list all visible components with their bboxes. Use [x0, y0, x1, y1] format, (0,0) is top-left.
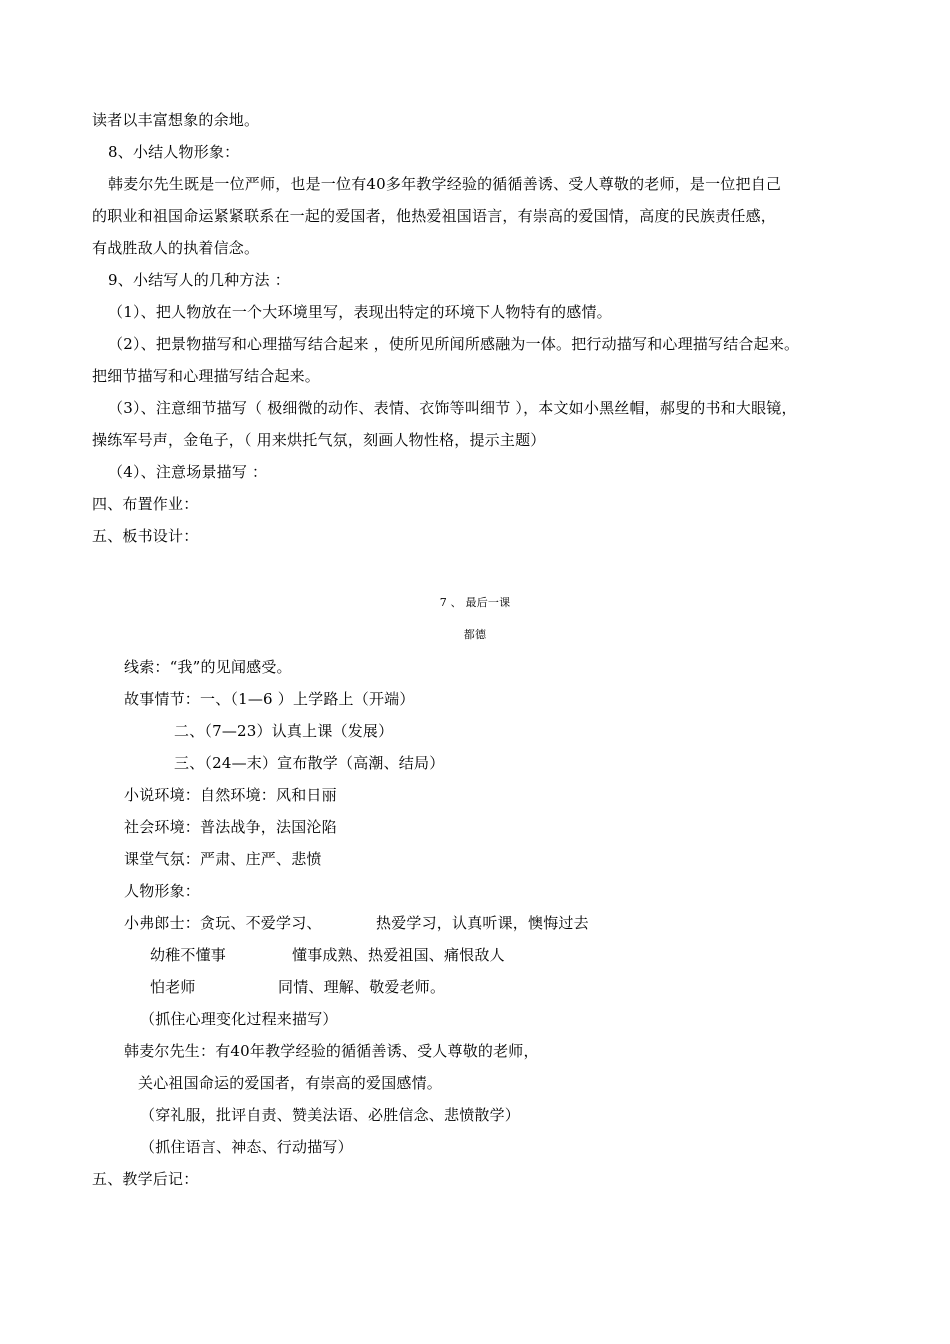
board-clue: 线索：“我”的见闻感受。: [124, 658, 292, 676]
hamel-note: （抓住语言、神态、行动描写）: [140, 1138, 353, 1156]
board-natural-environment: 小说环境：自然环境：风和日丽: [124, 786, 337, 804]
board-plot-1: 故事情节：一、（1—6 ）上学路上（开端）: [124, 690, 415, 708]
paragraph-line: 的职业和祖国命运紧紧联系在一起的爱国者，他热爱祖国语言，有崇高的爱国情，高度的民族责任感，: [92, 207, 777, 225]
board-title: 7 、 最后一课: [439, 596, 511, 609]
paragraph-line: 读者以丰富想象的余地。: [92, 111, 260, 129]
board-plot-3: 三、（24—末）宣布散学（高潮、结局）: [174, 754, 445, 772]
paragraph-line: 把细节描写和心理描写结合起来。: [92, 367, 321, 385]
method-item: （2）、把景物描写和心理描写结合起来 ，使所见所闻所感融为一体。把行动描写和心理描写结合起来。: [108, 335, 800, 353]
method-item: （4）、注意场景描写 ：: [108, 463, 268, 481]
board-social-environment: 社会环境：普法战争，法国沦陷: [124, 818, 337, 836]
method-item: （3）、注意细节描写（ 极细微的动作、表情、衣饰等叫细节 ），本文如小黑丝帽，郝叟的书和大眼镜，: [108, 399, 797, 417]
franz-before: 小弗郎士：贪玩、不爱学习、: [124, 914, 322, 932]
section-heading-board-design: 五、板书设计：: [92, 527, 199, 545]
franz-before: 幼稚不懂事: [150, 946, 227, 964]
hamel-description: 关心祖国命运的爱国者，有崇高的爱国感情。: [138, 1074, 443, 1092]
heading-summary-character: 8、小结人物形象：: [108, 143, 240, 161]
franz-note: （抓住心理变化过程来描写）: [140, 1010, 338, 1028]
method-item: （1）、把人物放在一个大环境里写，表现出特定的环境下人物特有的感情。: [108, 303, 612, 321]
board-plot-2: 二、（7—23）认真上课（发展）: [174, 722, 394, 740]
heading-writing-methods: 9、小结写人的几种方法 ：: [108, 271, 290, 289]
paragraph-line: 有战胜敌人的执着信念。: [92, 239, 260, 257]
paragraph-line: 韩麦尔先生既是一位严师，也是一位有40多年教学经验的循循善诱、受人尊敬的老师，是一位把自己: [108, 175, 782, 193]
board-characters-heading: 人物形象：: [124, 882, 201, 900]
paragraph-line: 操练军号声，金龟子，（ 用来烘托气氛，刻画人物性格，提示主题）: [92, 431, 546, 449]
franz-after: 懂事成熟、热爱祖国、痛恨敌人: [292, 946, 505, 964]
franz-after: 热爱学习，认真听课，懊悔过去: [376, 914, 589, 932]
board-classroom-atmosphere: 课堂气氛：严肃、庄严、悲愤: [124, 850, 322, 868]
section-heading-postscript: 五、教学后记：: [92, 1170, 199, 1188]
franz-after: 同情、理解、敬爱老师。: [278, 978, 446, 996]
board-author: 都德: [463, 628, 487, 641]
hamel-description: 韩麦尔先生：有40年教学经验的循循善诱、受人尊敬的老师，: [124, 1042, 539, 1060]
franz-before: 怕老师: [150, 978, 196, 996]
hamel-details: （穿礼服，批评自责、赞美法语、必胜信念、悲愤散学）: [140, 1106, 521, 1124]
section-heading-homework: 四、布置作业：: [92, 495, 199, 513]
